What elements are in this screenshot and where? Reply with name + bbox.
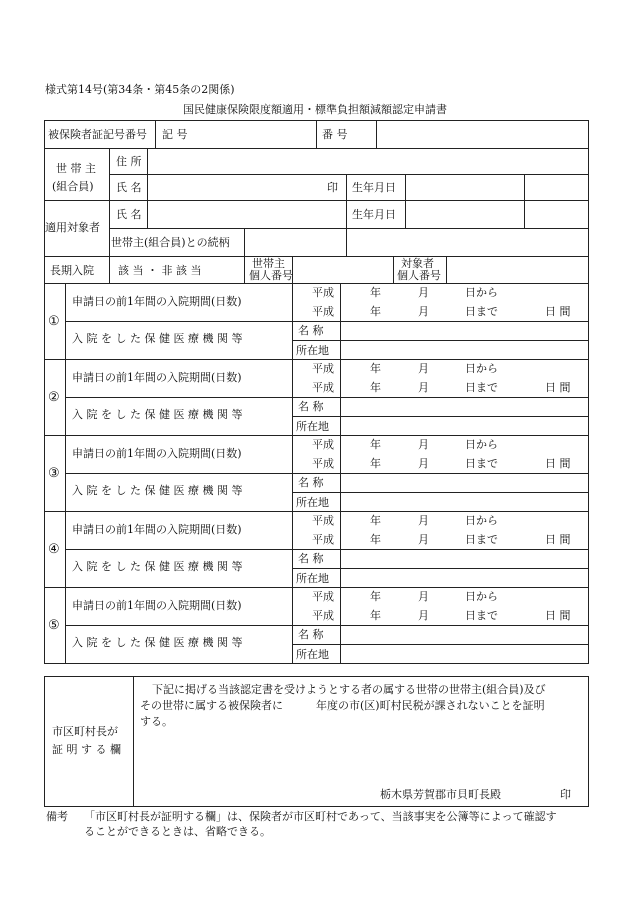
stay-month: 月 [418,457,429,470]
stay-location-label: 所在地 [296,648,329,661]
stay-year: 年 [370,590,381,603]
bango-label: 番 号 [322,128,348,141]
stay-month: 月 [418,609,429,622]
certification-body-1: 下記に掲げる当該認定書を受けようとする者の属する世帯の世帯主(組合員)及び [152,683,546,696]
stay-until: 日まで [465,609,498,622]
householder-label-2: (組合員) [52,180,94,193]
stay-facility-label: 入 院 を し た 保 健 医 療 機 関 等 [72,484,243,497]
stay-era: 平成 [312,609,334,622]
stay-period-label: 申請日の前1年間の入院期間(日数) [72,523,242,536]
stay-until: 日まで [465,305,498,318]
stay-number: ① [48,314,60,329]
remarks-label: 備考 [46,810,68,823]
stay-name-label: 名 称 [298,400,324,413]
stay-until: 日まで [465,457,498,470]
stay-era: 平成 [312,381,334,394]
kigo-label: 記 号 [162,128,188,141]
stay-era: 平成 [312,362,334,375]
stay-number: ② [48,390,60,405]
stay-year: 年 [370,438,381,451]
stay-era: 平成 [312,590,334,603]
stay-year: 年 [370,514,381,527]
subject-number-label-2: 個人番号 [397,269,441,282]
stay-period-label: 申請日の前1年間の入院期間(日数) [72,447,242,460]
stay-month: 月 [418,362,429,375]
stay-location-label: 所在地 [296,420,329,433]
stay-location-label: 所在地 [296,344,329,357]
stay-name-label: 名 称 [298,324,324,337]
remarks-line-2: ることができるときは、省略できる。 [84,825,271,838]
stay-era: 平成 [312,305,334,318]
stay-year: 年 [370,457,381,470]
stay-period-label: 申請日の前1年間の入院期間(日数) [72,371,242,384]
stay-facility-label: 入 院 を し た 保 健 医 療 機 関 等 [72,332,243,345]
stay-period-label: 申請日の前1年間の入院期間(日数) [72,599,242,612]
stay-from: 日から [465,590,498,603]
relation-label: 世帯主(組合員)との続柄 [111,236,230,249]
stay-name-label: 名 称 [298,628,324,641]
certification-signer: 栃木県芳賀郡市貝町長殿 [380,788,501,801]
stay-name-label: 名 称 [298,476,324,489]
stay-location-label: 所在地 [296,496,329,509]
householder-label-1: 世 帯 主 [56,162,96,175]
certification-seal: 印 [560,788,571,801]
form-title: 国民健康保険限度額適用・標準負担額減額認定申請書 [183,103,447,116]
certification-label-1: 市区町村長が [52,725,118,738]
stay-era: 平成 [312,286,334,299]
stay-from: 日から [465,286,498,299]
stay-month: 月 [418,381,429,394]
stay-year: 年 [370,381,381,394]
insured-card-number-label: 被保険者証記号番号 [48,128,147,141]
certification-body-3: する。 [140,715,173,728]
stay-year: 年 [370,533,381,546]
stay-period-label: 申請日の前1年間の入院期間(日数) [72,295,242,308]
stay-days: 日 間 [545,533,571,546]
stay-days: 日 間 [545,305,571,318]
stay-until: 日まで [465,381,498,394]
stay-days: 日 間 [545,609,571,622]
stay-location-label: 所在地 [296,572,329,585]
subject-number-label-1: 対象者 [401,257,434,270]
stay-number: ③ [48,466,60,481]
householder-seal: 印 [327,181,338,194]
long-stay-options[interactable]: 該 当 ・ 非 該 当 [118,264,202,277]
stay-era: 平成 [312,514,334,527]
stay-month: 月 [418,514,429,527]
remarks-line-1: 「市区町村長が証明する欄」は、保険者が市区町村であって、当該事実を公簿等によって確認す [84,810,557,823]
stay-year: 年 [370,305,381,318]
stay-year: 年 [370,286,381,299]
long-stay-label: 長期入院 [50,264,94,277]
stay-era: 平成 [312,457,334,470]
address-label: 住 所 [116,155,142,168]
stay-era: 平成 [312,438,334,451]
stay-from: 日から [465,362,498,375]
stay-number: ⑤ [48,618,60,633]
stay-until: 日まで [465,533,498,546]
stay-year: 年 [370,362,381,375]
stay-facility-label: 入 院 を し た 保 健 医 療 機 関 等 [72,560,243,573]
householder-number-label-1: 世帯主 [252,257,285,270]
form-number: 様式第14号(第34条・第45条の2関係) [45,83,235,96]
subject-birth-label: 生年月日 [352,208,396,221]
stay-days: 日 間 [545,381,571,394]
householder-name-label: 氏 名 [116,181,142,194]
stay-facility-label: 入 院 を し た 保 健 医 療 機 関 等 [72,408,243,421]
stay-from: 日から [465,514,498,527]
stay-days: 日 間 [545,457,571,470]
stay-month: 月 [418,286,429,299]
certification-label-2: 証 明 す る 欄 [52,743,121,756]
stay-month: 月 [418,438,429,451]
stay-month: 月 [418,305,429,318]
householder-birth-label: 生年月日 [352,181,396,194]
stay-year: 年 [370,609,381,622]
stay-era: 平成 [312,533,334,546]
stay-month: 月 [418,533,429,546]
subject-label: 適用対象者 [45,221,100,234]
stay-facility-label: 入 院 を し た 保 健 医 療 機 関 等 [72,636,243,649]
stay-number: ④ [48,542,60,557]
subject-name-label: 氏 名 [116,208,142,221]
householder-number-label-2: 個人番号 [249,269,293,282]
stay-month: 月 [418,590,429,603]
stay-name-label: 名 称 [298,552,324,565]
certification-body-2: その世帯に属する被保険者に 年度の市(区)町村民税が課されないことを証明 [140,699,545,712]
stay-from: 日から [465,438,498,451]
